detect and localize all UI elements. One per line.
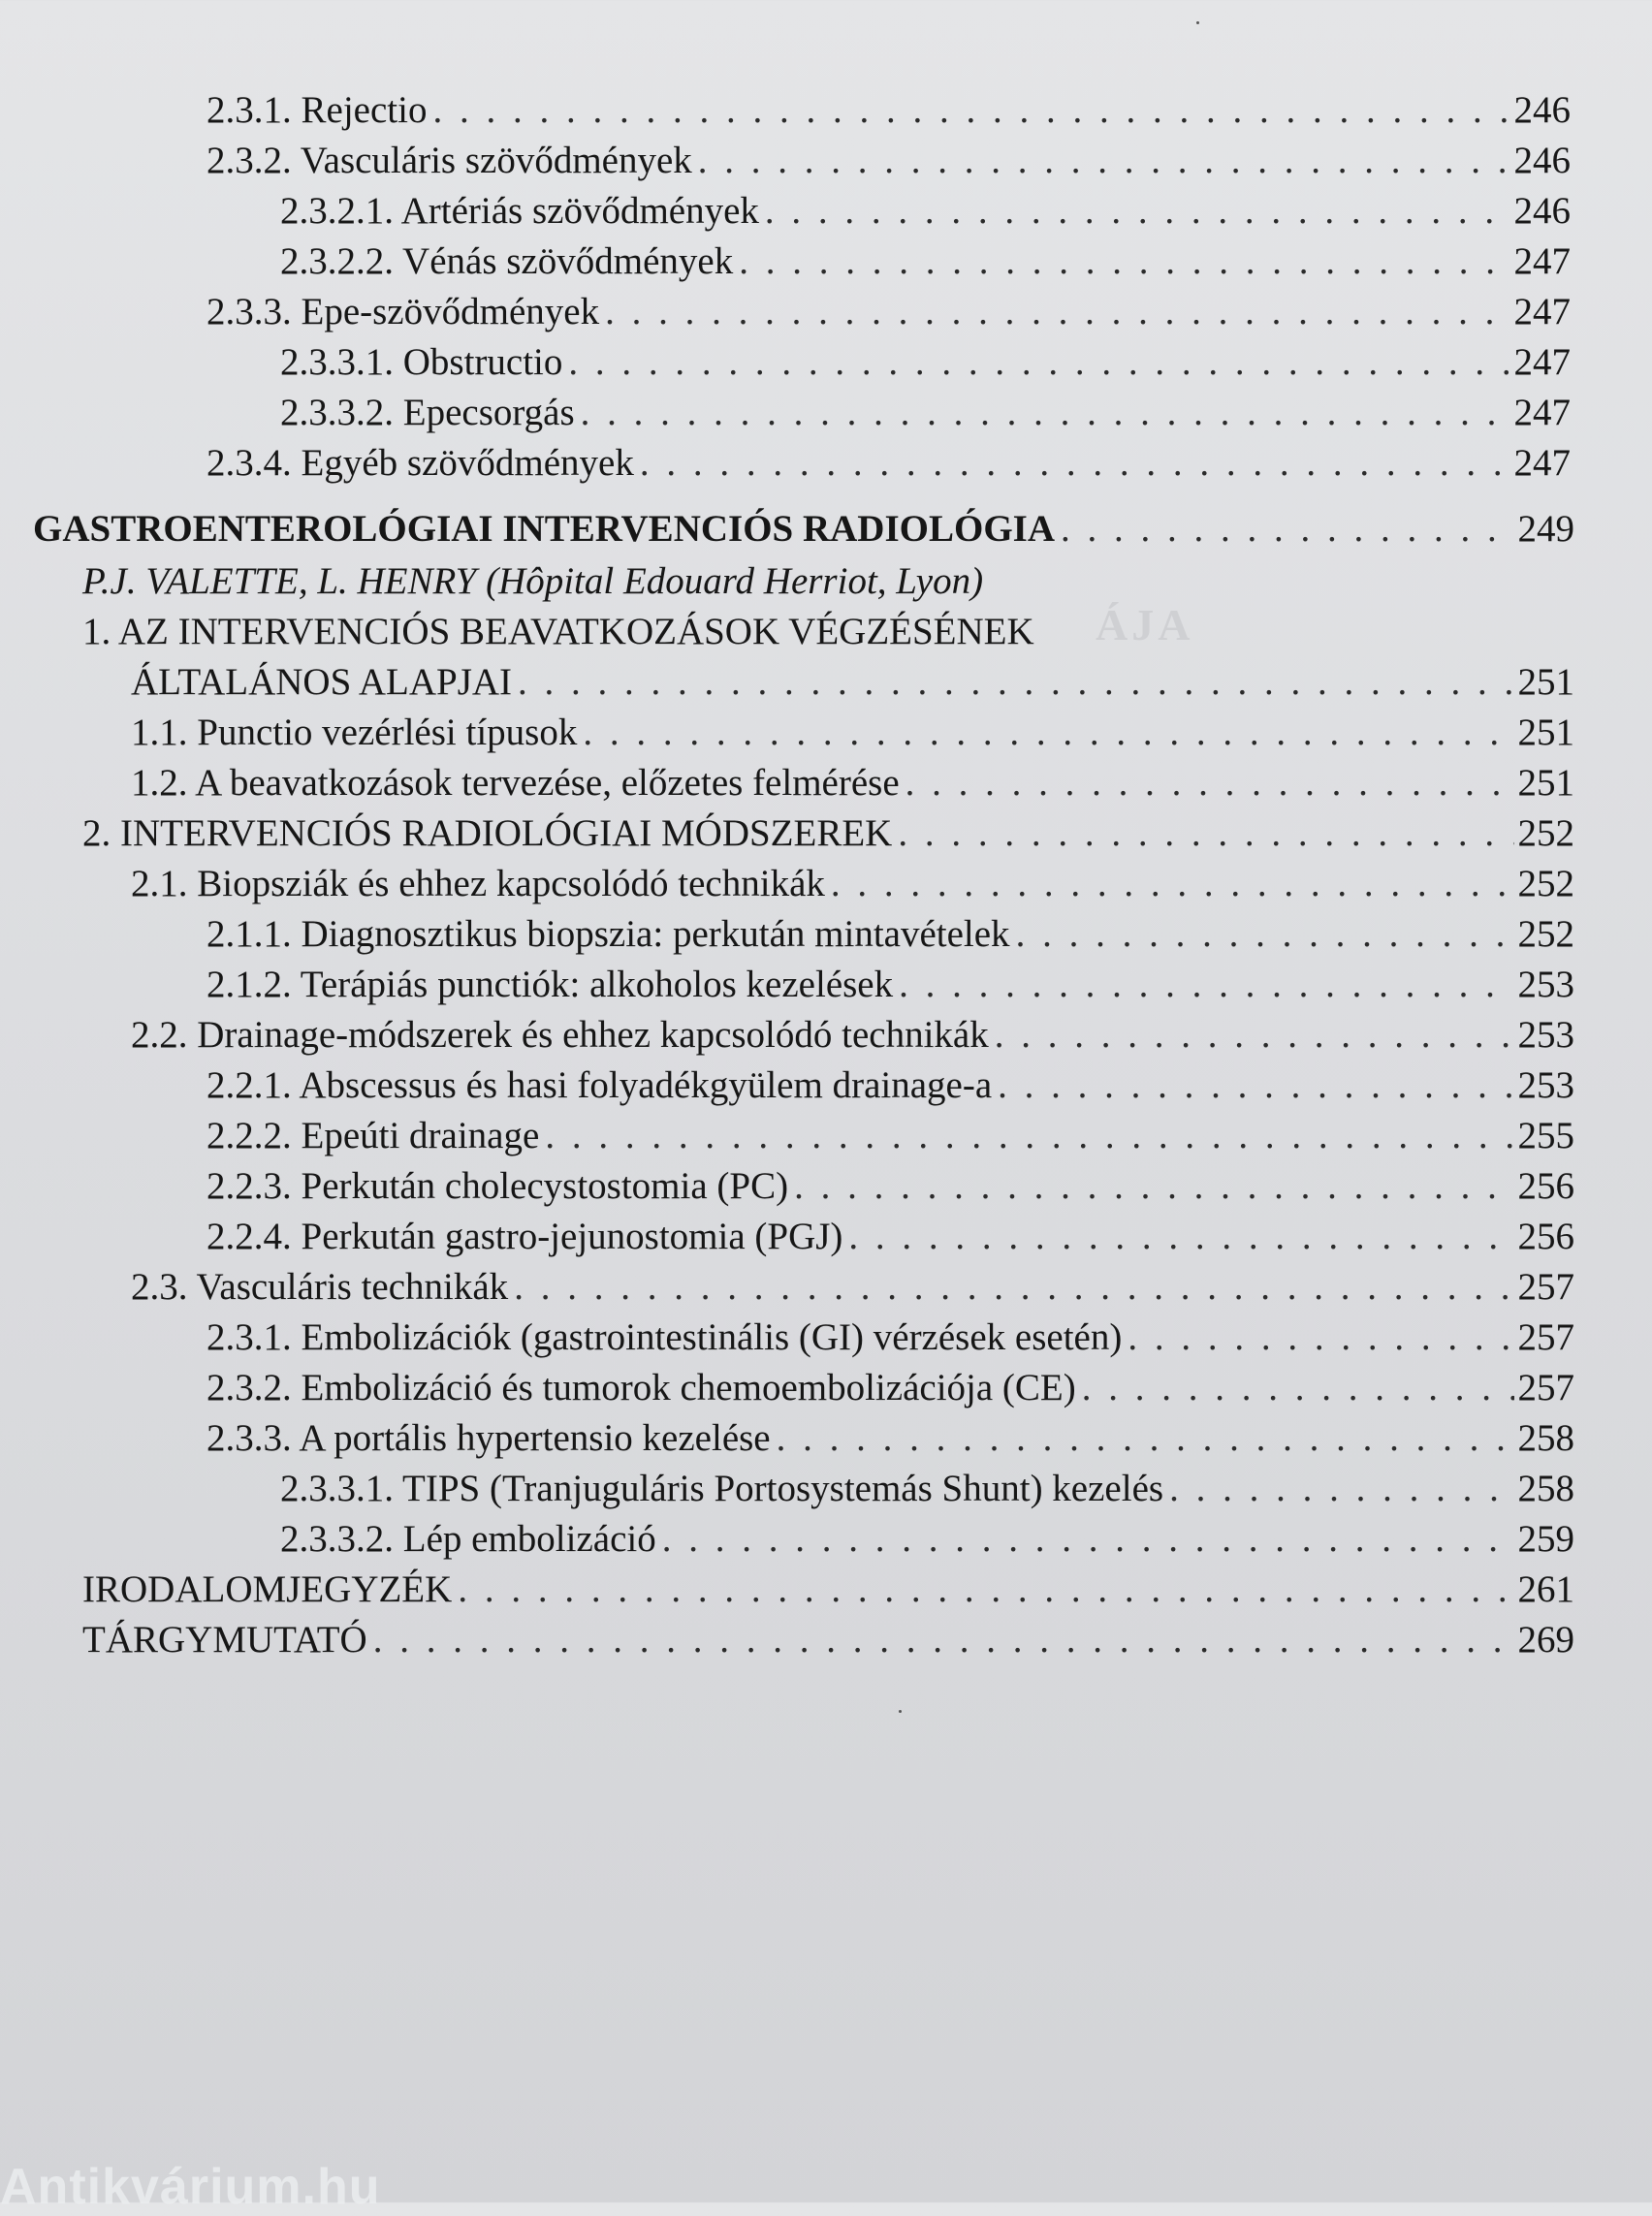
toc-entry bbox=[206, 1061, 1574, 1111]
toc-entry-label: 2.3.2. Vasculáris szövődmények bbox=[206, 140, 692, 181]
toc-entry bbox=[82, 1615, 1574, 1665]
toc-entry-label: 1.1. Punctio vezérlési típusok bbox=[131, 712, 578, 753]
toc-entry bbox=[280, 1464, 1574, 1514]
leader-dots bbox=[848, 1212, 1513, 1262]
toc-entry-label: 1. AZ INTERVENCIÓS BEAVATKOZÁSOK VÉGZÉSÉNEK bbox=[82, 611, 1034, 652]
toc-entry-label: 2.3.4. Egyéb szövődmények bbox=[206, 442, 634, 484]
toc-entry-label: 2. INTERVENCIÓS RADIOLÓGIAI MÓDSZEREK bbox=[82, 812, 893, 854]
leader-dots bbox=[794, 1161, 1513, 1212]
toc-entry bbox=[131, 1262, 1574, 1313]
toc-entry-label: 2.3.3.2. Epecsorgás bbox=[280, 392, 575, 433]
toc-entry bbox=[206, 438, 1571, 489]
toc-entry bbox=[82, 808, 1574, 859]
toc-entry-label: 2.3.3.2. Lép embolizáció bbox=[280, 1518, 656, 1560]
paper-speck bbox=[1196, 21, 1199, 24]
toc-entry-label: 2.3. Vasculáris technikák bbox=[131, 1266, 509, 1308]
toc-entry-label: IRODALOMJEGYZÉK bbox=[82, 1568, 453, 1610]
chapter-authors: P.J. VALETTE, L. HENRY (Hôpital Edouard Herriot, Lyon) bbox=[82, 560, 984, 602]
leader-dots bbox=[568, 337, 1509, 388]
watermark: Antikvárium.hu bbox=[0, 2159, 381, 2215]
chapter-title: GASTROENTEROLÓGIAI INTERVENCIÓS RADIOLÓGIA bbox=[33, 508, 1056, 550]
toc-entry-page: 258 bbox=[1517, 1417, 1574, 1459]
leader-dots bbox=[1061, 504, 1513, 554]
toc-entry-label: 2.2.4. Perkután gastro-jejunostomia (PGJ) bbox=[206, 1216, 843, 1257]
leader-dots bbox=[1169, 1464, 1513, 1514]
toc-entry bbox=[280, 337, 1571, 388]
toc-entry-page: 247 bbox=[1513, 392, 1571, 433]
toc-entry bbox=[206, 960, 1574, 1010]
toc-entry bbox=[206, 136, 1571, 186]
toc-entry-page: 261 bbox=[1517, 1568, 1574, 1610]
leader-dots bbox=[605, 287, 1509, 337]
leader-dots bbox=[514, 1262, 1513, 1313]
toc-entry bbox=[206, 1313, 1574, 1363]
leader-dots bbox=[1128, 1313, 1513, 1363]
leader-dots bbox=[698, 136, 1510, 186]
toc-entry-page: 252 bbox=[1517, 913, 1574, 955]
toc-entry bbox=[280, 237, 1571, 287]
show-through-text: ÁJA bbox=[1096, 600, 1194, 649]
toc-entry-label: ÁLTALÁNOS ALAPJAI bbox=[131, 661, 513, 703]
toc-entry bbox=[206, 1413, 1574, 1464]
leader-dots bbox=[777, 1413, 1514, 1464]
toc-entry-label: 2.2.1. Abscessus és hasi folyadékgyülem drainage-a bbox=[206, 1064, 993, 1106]
toc-entry bbox=[280, 388, 1571, 438]
toc-entry-label: TÁRGYMUTATÓ bbox=[82, 1619, 367, 1661]
leader-dots bbox=[899, 960, 1513, 1010]
leader-dots bbox=[739, 237, 1509, 287]
toc-entry-label: 2.1.1. Diagnosztikus biopszia: perkután mintavételek bbox=[206, 913, 1010, 955]
leader-dots bbox=[662, 1514, 1514, 1565]
toc-entry-label: 2.3.1. Rejectio bbox=[206, 89, 428, 131]
toc-entry bbox=[206, 1363, 1574, 1413]
leader-dots bbox=[373, 1615, 1514, 1665]
leader-dots bbox=[583, 708, 1513, 758]
toc-entry-label: 2.3.3.1. Obstructio bbox=[280, 341, 563, 383]
toc-entry-page: 247 bbox=[1513, 291, 1571, 332]
toc-entry bbox=[206, 1212, 1574, 1262]
toc-entry-label: 2.3.2.2. Vénás szövődmények bbox=[280, 240, 734, 282]
toc-entry-label: 2.1. Biopsziák és ehhez kapcsolódó technikák bbox=[131, 863, 825, 904]
leader-dots bbox=[640, 438, 1510, 489]
toc-entry-label: 2.3.3. Epe-szövődmények bbox=[206, 291, 600, 332]
toc-entry-page: 247 bbox=[1513, 341, 1571, 383]
leader-dots bbox=[518, 657, 1513, 708]
leader-dots bbox=[998, 1061, 1513, 1111]
toc-entry bbox=[131, 657, 1574, 708]
toc-entry bbox=[82, 1565, 1574, 1615]
leader-dots bbox=[995, 1010, 1514, 1061]
leader-dots bbox=[1016, 909, 1514, 960]
toc-entry-page: 257 bbox=[1517, 1316, 1574, 1358]
toc-entry-label: 2.2.2. Epeúti drainage bbox=[206, 1115, 540, 1156]
toc-entry-label: 2.3.2.1. Artériás szövődmények bbox=[280, 190, 759, 232]
toc-entry-page: 259 bbox=[1517, 1518, 1574, 1560]
toc-entry-page: 256 bbox=[1517, 1165, 1574, 1207]
leader-dots bbox=[458, 1565, 1513, 1615]
leader-dots bbox=[581, 388, 1510, 438]
toc-entry-page: 249 bbox=[1517, 508, 1574, 550]
toc-entry bbox=[131, 708, 1574, 758]
toc-entry-page: 269 bbox=[1517, 1619, 1574, 1661]
toc-entry-page: 246 bbox=[1513, 140, 1571, 181]
toc-entry-page: 253 bbox=[1517, 1014, 1574, 1056]
toc-entry-page: 247 bbox=[1513, 442, 1571, 484]
toc-entry bbox=[206, 909, 1574, 960]
toc-entry-page: 246 bbox=[1513, 89, 1571, 131]
toc-entry-page: 253 bbox=[1517, 1064, 1574, 1106]
toc-entry-label: 2.3.2. Embolizáció és tumorok chemoembolizációja (CE) bbox=[206, 1367, 1076, 1409]
leader-dots bbox=[432, 85, 1509, 136]
toc-entry-page: 253 bbox=[1517, 964, 1574, 1005]
toc-entry-page: 256 bbox=[1517, 1216, 1574, 1257]
leader-dots bbox=[831, 859, 1514, 909]
toc-entry-page: 251 bbox=[1517, 762, 1574, 804]
toc-entry bbox=[206, 287, 1571, 337]
toc-entry-label: 1.2. A beavatkozások tervezése, előzetes felmérése bbox=[131, 762, 900, 804]
toc-entry bbox=[131, 758, 1574, 808]
toc-entry-label: 2.3.3. A portális hypertensio kezelése bbox=[206, 1417, 771, 1459]
toc-entry bbox=[280, 1514, 1574, 1565]
toc-chapter-heading bbox=[33, 504, 1574, 554]
toc-entry-page: 251 bbox=[1517, 712, 1574, 753]
leader-dots bbox=[1082, 1363, 1514, 1413]
toc-entry-page: 251 bbox=[1517, 661, 1574, 703]
leader-dots bbox=[905, 758, 1514, 808]
toc-entry bbox=[206, 1111, 1574, 1161]
toc-entry-page: 258 bbox=[1517, 1468, 1574, 1509]
toc-entry-page: 252 bbox=[1517, 812, 1574, 854]
toc-entry bbox=[206, 1161, 1574, 1212]
toc-entry-page: 247 bbox=[1513, 240, 1571, 282]
toc-entry-label: 2.1.2. Terápiás punctiók: alkoholos kezelések bbox=[206, 964, 894, 1005]
leader-dots bbox=[545, 1111, 1513, 1161]
toc-entry bbox=[280, 186, 1571, 237]
toc-entry-label: 2.2. Drainage-módszerek és ehhez kapcsolódó technikák bbox=[131, 1014, 989, 1056]
toc-entry-page: 257 bbox=[1517, 1367, 1574, 1409]
toc-entry-label: 2.2.3. Perkután cholecystostomia (PC) bbox=[206, 1165, 789, 1207]
toc-entry-label: 2.3.3.1. TIPS (Tranjuguláris Portosystemás Shunt) kezelés bbox=[280, 1468, 1164, 1509]
leader-dots bbox=[898, 808, 1513, 859]
toc-entry bbox=[131, 859, 1574, 909]
toc-entry bbox=[206, 85, 1571, 136]
toc-entry-page: 255 bbox=[1517, 1115, 1574, 1156]
toc-entry-page: 252 bbox=[1517, 863, 1574, 904]
paper-speck bbox=[899, 1710, 902, 1713]
toc-entry-page: 257 bbox=[1517, 1266, 1574, 1308]
toc-entry bbox=[131, 1010, 1574, 1061]
leader-dots bbox=[765, 186, 1510, 237]
toc-entry-page: 246 bbox=[1513, 190, 1571, 232]
toc-entry-label: 2.3.1. Embolizációk (gastrointestinális (GI) vérzések esetén) bbox=[206, 1316, 1123, 1358]
